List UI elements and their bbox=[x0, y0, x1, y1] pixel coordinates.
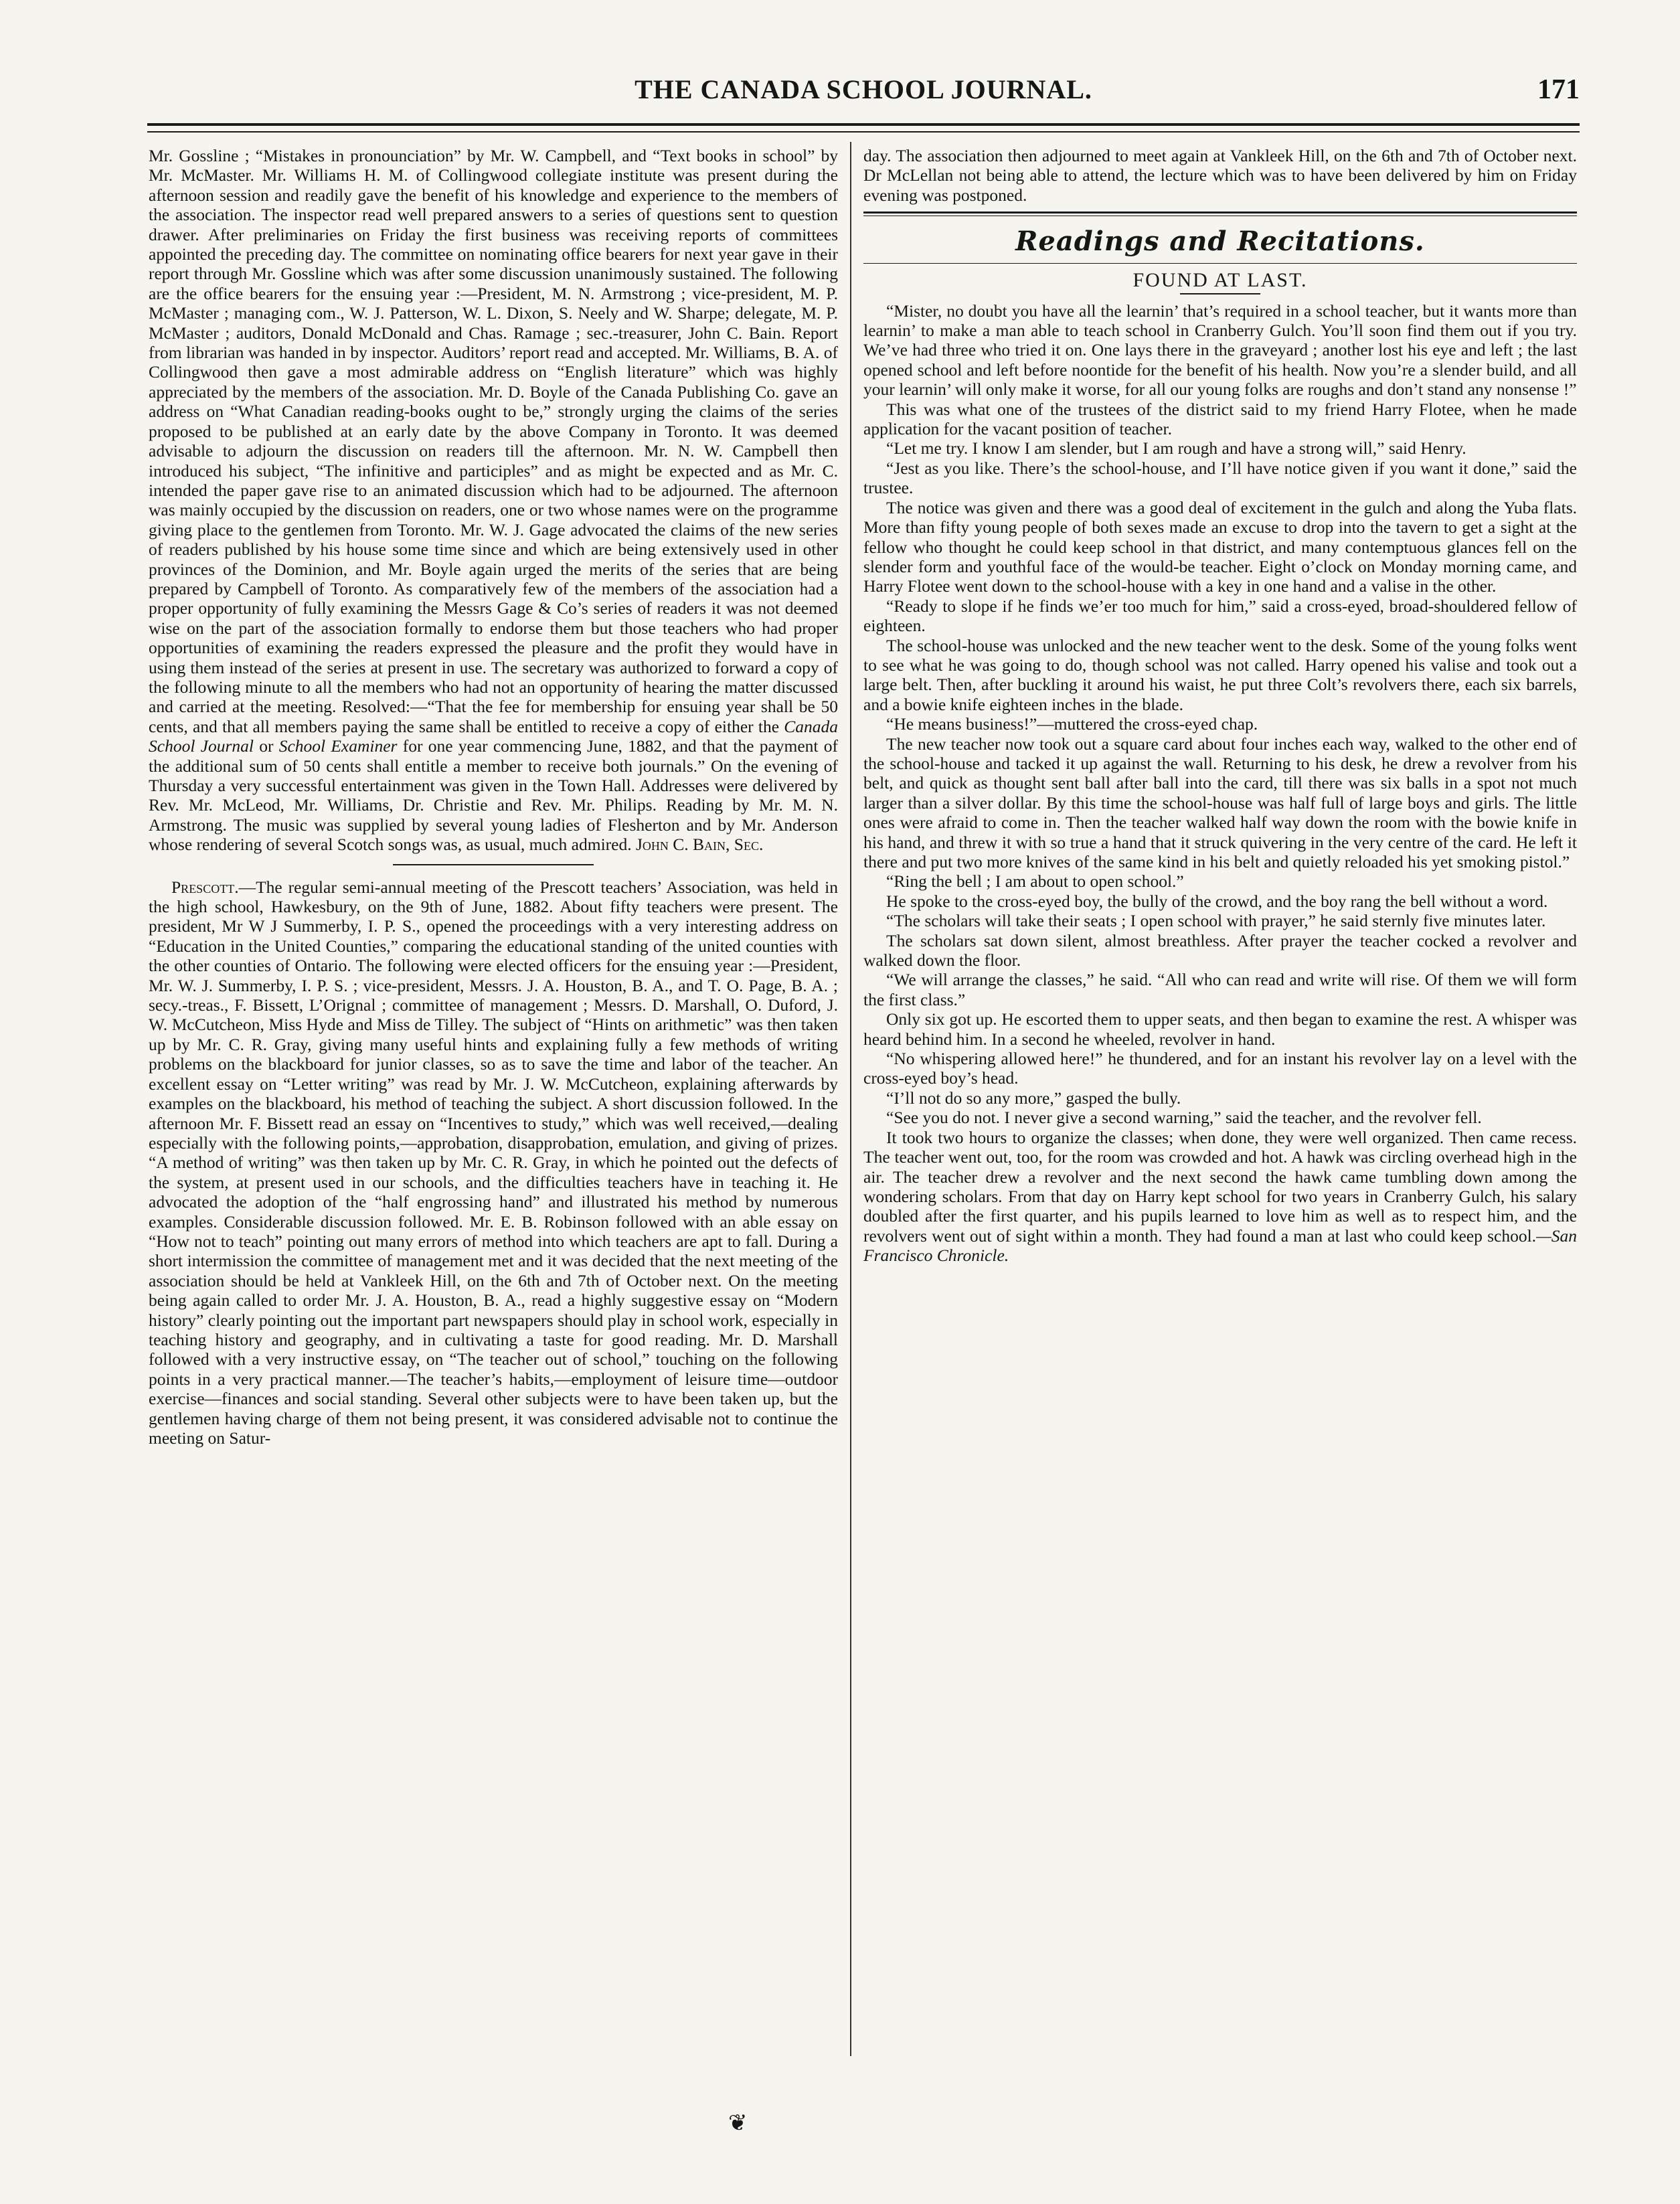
story-paragraph: “Ring the bell ; I am about to open school.” bbox=[886, 871, 1184, 892]
running-title: THE CANADA SCHOOL JOURNAL. bbox=[635, 74, 1092, 104]
story-paragraph: The notice was given and there was a good deal of excitement in the gulch and along the Yuba flats. More than fifty young people of both sexes made an excuse to drop into the tavern to get a sight at the fellow who thought he could keep school in that district, and many contemptuous glances fell on the slender form and youthful face of the would-be teacher. Eight o’clock on Monday morning came, and Harry Flotee went down to the school-house with a key in one hand and a valise in the other. bbox=[863, 497, 1577, 596]
story-paragraph: The new teacher now took out a square card about four inches each way, walked to the other end of the school-house and tacked it up against the wall. Returning to his desk, he drew a revolver from his belt, and quick as thought sent ball after ball into the card, till there was six balls in a spot not much larger than a silver dollar. By this time the school-house was half full of large boys and girls. The little ones were afraid to come in. Then the teacher walked half way down the room with the bowie knife in his hand, and threw it with so true a hand that it struck quivering in the very centre of the card. He left it there and put two more knives of the same kind in his belt and quietly reloaded his yet smoking pistol.” bbox=[863, 734, 1577, 871]
article-separator-rule bbox=[393, 864, 594, 865]
prescott-text: —The regular semi-annual meeting of the Prescott teachers’ Association, was held in the high school, Hawkesbury, on the 9th of June, 1882. About fifty teachers were present. The president, Mr W J Summerby, I. P. S., opened the proceedings with a very interesting address on “Education in the United Counties,” comparing the educational standing of the united counties with the other counties of Ontario. The following were elected officers for the ensuing year :—President, Mr. W. J. Summerby, I. P. S. ; vice-president, Messrs. J. A. Houston, B. A., and T. O. Page, B. A. ; secy.-treas., F. Bissett, L’Orignal ; committee of management ; Messrs. D. Marshall, O. Duford, J. W. McCutcheon, Miss Hyde and Miss de Tilley. The subject of “Hints on arithmetic” was then taken up by Mr. C. R. Gray, giving many useful hints and explaining fully a few methods of writing problems on the blackboard for junior classes, so as to save the time and labor of the teacher. An excellent essay on “Letter writing” was read by Mr. J. W. McCutcheon, explaining afterwards by examples on the blackboard, his method of teaching the subject. A short discussion followed. In the afternoon Mr. F. Bissett read an essay on “Incentives to study,” which was well received,—dealing especially with the following points,—approbation, disapprobation, emulation, and giving of prizes. “A method of writing” was then taken up by Mr. C. R. Gray, in which he pointed out the defects of the system, at present used in our schools, and the difficulties teachers have in teaching it. He advocated the adoption of the “half engrossing hand” and illustrated his method by numerous examples. Considerable discussion followed. Mr. E. B. Robinson followed with an able essay on “How not to teach” pointing out many errors of method into which teachers are apt to fall. During a short intermission the committee of management met and it was decided that the next meeting of the association should be held at Vankleek Hill, on the 6th and 7th of October next. On the meeting being again called to order Mr. J. A. Houston, B. A., read a highly suggestive essay on “Modern history” clearly pointing out the important part newspapers should play in school work, especially in teaching history and geography, and in cultivating a taste for good reading. Mr. D. Marshall followed with a very instructive essay, on “The teacher out of school,” touching on the following points in a very practical manner.—The teacher’s habits,—employment of leisure time—outdoor exercise—finances and social standing. Several other subjects were to have been taken up, but the gentlemen having charge of them not being present, it was considered advisable not to continue the meeting on Satur- bbox=[149, 877, 838, 1448]
left-column bbox=[149, 146, 838, 2087]
section-rule-bottom bbox=[863, 263, 1577, 264]
report-text-end: for one year commencing June, 1882, and that the payment of the additional sum of 50 cents shall entitle a member to receive both journals.” On the evening of Thursday a very successful entertainment was given in the Town Hall. Addresses were delivered by Rev. Mr. McLeod, Mr. Williams, Dr. Christie and Rev. Mr. Philips. Reading by Mr. M. N. Armstrong. The music was supplied by several young ladies of Flesherton and by Mr. Anderson whose rendering of several Scotch songs was, as usual, much admired. bbox=[149, 736, 838, 855]
story-paragraph: This was what one of the trustees of the district said to my friend Harry Flotee, when he made application for the vacant position of teacher. bbox=[863, 399, 1577, 439]
journal-name-canada-school-journal: Canada School Journal bbox=[149, 716, 838, 756]
footer-ornament: ❦ bbox=[728, 2111, 748, 2136]
column-divider bbox=[850, 142, 851, 2056]
source-credit: —San Francisco Chronicle. bbox=[863, 1225, 1577, 1266]
header-rule-thin bbox=[147, 131, 1580, 133]
markdale-report-paragraph bbox=[149, 146, 838, 855]
story-paragraph: “Mister, no doubt you have all the learnin’ that’s required in a school teacher, but it wants more than learnin’ to make a man able to teach school in Cranberry Gulch. You’ll soon find them out if you try. We’ve had three who tried it on. One lays there in the graveyard ; another lost his eye and left ; the last opened school and left before noontide for the benefit of his health. Now you’re a slender build, and all your learnin’ will only make it worse, for all our young folks are roughs and don’t stand any nonsense !” bbox=[863, 301, 1577, 400]
story-paragraph: “We will arrange the classes,” he said. “All who can read and write will rise. Of them we will form the first class.” bbox=[863, 970, 1577, 1009]
story-paragraph: “No whispering allowed here!” he thundered, and for an instant his revolver lay on a level with the cross-eyed boy’s head. bbox=[863, 1049, 1577, 1088]
report-text-start: Mr. Gossline ; “Mistakes in pronounciation” by Mr. W. Campbell, and “Text books in school” by Mr. McMaster. Mr. Williams H. M. of Collingwood collegiate institute was present during the afternoon session and readily gave the benefit of his knowledge and experience to the members of the association. The inspector read well prepared answers to a series of questions sent to question drawer. After preliminaries on Friday the first business was receiving reports of committees appointed the preceding day. The committee on nominating office bearers for next year gave in their report through Mr. Gossline which was after some discussion unanimously sustained. The following are the office bearers for the ensuing year :—President, M. N. Armstrong ; vice-president, M. P. McMaster ; managing com., W. J. Patterson, W. L. Dixon, S. Neely and W. Sharpe; delegate, M. P. McMaster ; auditors, Donald McDonald and Chas. Ramage ; sec.-treasurer, John C. Bain. Report from librarian was handed in by inspector. Auditors’ report read and accepted. Mr. Williams, B. A. of Collingwood then gave a most admirable address on “English literature” which was highly appreciated by the members of the association. Mr. D. Boyle of the Canada Publishing Co. gave an address on “What Canadian reading-books ought to be,” strongly urging the claims of the series proposed to be published at an early date by the above Company in Toronto. It was deemed advisable to adjourn the discussion on readers till the afternoon. Mr. N. W. Campbell then introduced his subject, “The infinitive and participles” and as might be expected and as Mr. C. intended the paper gave rise to an animated discussion which had to be adjourned. The afternoon was mainly occupied by the discussion on readers, one or two whose names were on the programme giving place to the gentlemen from Toronto. Mr. W. J. Gage advocated the claims of the new series of readers published by his house some time since and which are being extensively used in other provinces of the Dominion, and Mr. Boyle again urged the merits of the series that are being prepared by Campbell of Toronto. As comparatively few of the members of the association had a proper opportunity of fully examining the Messrs Gage & Co’s series of readers it was not deemed wise on the part of the association formally to endorse them but those teachers who had proper opportunities of examining the readers expressed the pleasure and the profit they would have in using them instead of the series at present in use. The secretary was authorized to forward a copy of the following minute to all the members who had not an opportunity of hearing the matter discussed and carried at the meeting. Resolved:—“That the fee for membership for ensuing year shall be 50 cents, and that all members paying the same shall be entitled to receive a copy of either the bbox=[149, 146, 838, 736]
section-rule-top bbox=[863, 211, 1577, 214]
story-paragraph: “Jest as you like. There’s the school-house, and I’ll have notice given if you want it done,” said the trustee. bbox=[863, 458, 1577, 498]
continuation-paragraph: day. The association then adjourned to meet again at Vankleek Hill, on the 6th and 7th of October next. Dr McLellan not being able to attend, the lecture which was to have been delivered by him on Friday evening was postponed. bbox=[863, 146, 1577, 205]
story-paragraph: “I’ll not do so any more,” gasped the bully. bbox=[886, 1088, 1181, 1108]
page-number: 171 bbox=[1537, 74, 1580, 105]
signature: John C. Bain, Sec. bbox=[635, 835, 764, 855]
story-paragraph: The school-house was unlocked and the new teacher went to the desk. Some of the young folks went to see what he was going to do, though school was not called. Harry opened his valise and took out a large belt. Then, after buckling it around his waist, he put three Colt’s revolvers there, each six barrels, and a bowie knife eighteen inches in the blade. bbox=[863, 635, 1577, 714]
story-paragraph: “Let me try. I know I am slender, but I am rough and have a strong will,” said Henry. bbox=[886, 438, 1466, 458]
story-paragraph: The scholars sat down silent, almost breathless. After prayer the teacher cocked a revolver and walked down the floor. bbox=[863, 930, 1577, 970]
right-column bbox=[863, 146, 1577, 2087]
section-heading: Readings and Recitations. bbox=[1015, 226, 1425, 258]
story-final-text: It took two hours to organize the classes; when done, they were well organized. Then came recess. The teacher went out, too, for the room was crowded and hot. A hawk was circling overhead high in the air. The teacher drew a revolver and the next second the hawk came tumbling down among the wondering scholars. From that day on Harry kept school for two years in Cranberry Gulch, his salary doubled after the first quarter, and his pupils learned to love him as well as to respect him, and the revolvers went out of sight within a month. They had found a man at last who could keep school. bbox=[863, 1127, 1577, 1246]
header-rule-thick bbox=[147, 123, 1580, 126]
story-paragraph: Only six got up. He escorted them to upper seats, and then began to examine the rest. A whisper was heard behind him. In a second he wheeled, revolver in hand. bbox=[863, 1009, 1577, 1049]
page-header bbox=[147, 74, 1580, 114]
story-paragraph: “The scholars will take their seats ; I open school with prayer,” he said sternly five minutes later. bbox=[886, 911, 1546, 931]
story-final-paragraph bbox=[863, 1128, 1577, 1266]
article-title: FOUND AT LAST. bbox=[1132, 269, 1308, 292]
story-paragraph: He spoke to the cross-eyed boy, the bully of the crowd, and the boy rang the bell without a word. bbox=[886, 891, 1548, 911]
story-paragraph: “Ready to slope if he finds we’er too much for him,” said a cross-eyed, broad-shouldered fellow of eighteen. bbox=[863, 596, 1577, 636]
story-paragraph: “See you do not. I never give a second warning,” said the teacher, and the revolver fell. bbox=[886, 1108, 1482, 1128]
story-paragraph: “He means business!”—muttered the cross-eyed chap. bbox=[886, 714, 1258, 734]
title-rule bbox=[1180, 293, 1260, 294]
journal-name-school-examiner: School Examiner bbox=[278, 736, 398, 756]
or-word: or bbox=[253, 736, 279, 756]
prescott-report-paragraph bbox=[149, 877, 838, 1448]
prescott-lead: Prescott. bbox=[171, 877, 239, 897]
